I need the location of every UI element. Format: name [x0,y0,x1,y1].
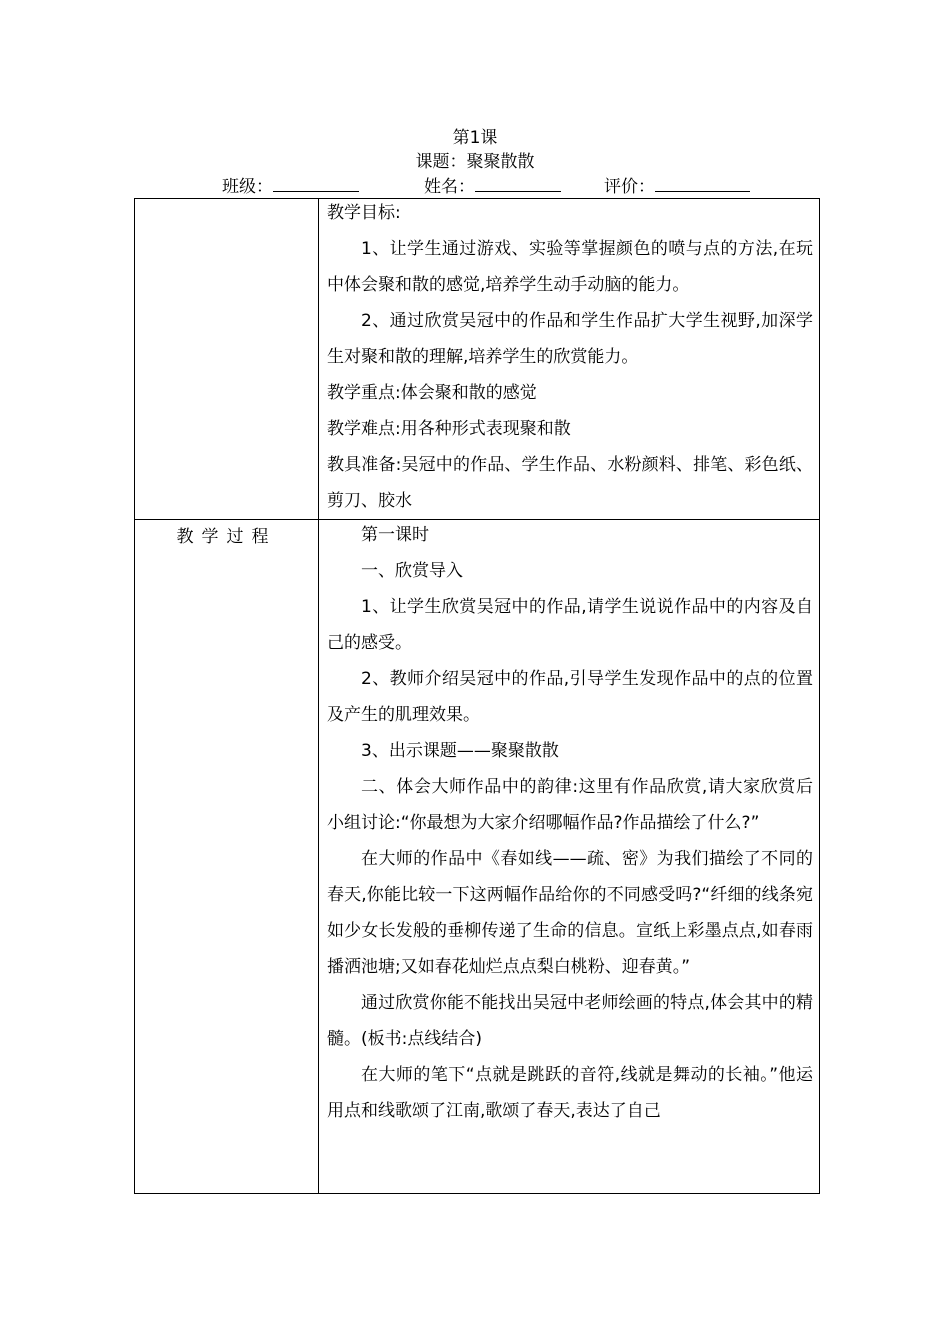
process-paragraph: 二、体会大师作品中的韵律:这里有作品欣赏,请大家欣赏后小组讨论:“你最想为大家介绍哪幅作品?作品描绘了什么?” [327,777,813,833]
name-blank-line [475,173,561,192]
process-paragraph: 1、让学生欣赏吴冠中的作品,请学生说说作品中的内容及自己的感受。 [327,597,813,653]
process-paragraph: 在大师的笔下“点就是跳跃的音符,线就是舞动的长袖。”他运用点和线歌颂了江南,歌颂了春天,表达了自己 [327,1065,813,1121]
name-label: 姓名： [424,177,475,197]
grade-blank-line [655,173,750,192]
process-paragraph: 通过欣赏你能不能找出吴冠中老师绘画的特点,体会其中的精髓。(板书:点线结合) [327,993,813,1049]
objectives-cell [327,195,813,519]
process-paragraph: 2、教师介绍吴冠中的作品,引导学生发现作品中的点的位置及产生的肌理效果。 [327,669,813,725]
objective-paragraph: 教学重点:体会聚和散的感觉 [327,383,537,403]
objective-paragraph: 1、让学生通过游戏、实验等掌握颜色的喷与点的方法,在玩中体会聚和散的感觉,培养学生动手动脑的能力。 [327,239,813,295]
objective-paragraph: 教学难点:用各种形式表现聚和散 [327,419,571,439]
teaching-process-label: 教学过程 [176,527,277,547]
class-blank-line [273,173,359,192]
class-label: 班级： [222,177,273,197]
lesson-plan-table [134,198,820,1194]
process-paragraph: 一、欣赏导入 [361,561,463,581]
process-paragraph: 在大师的作品中《春如线——疏、密》为我们描绘了不同的春天,你能比较一下这两幅作品给你的不同感受吗?“纤细的线条宛如少女长发般的垂柳传递了生命的信息。宣纸上彩墨点点,如春雨播洒池塘;又如春花灿烂点点梨白桃粉、迎春黄。” [327,849,813,977]
column-divider [318,199,319,1193]
objective-paragraph: 教具准备:吴冠中的作品、学生作品、水粉颜料、排笔、彩色纸、剪刀、胶水 [327,455,813,511]
lesson-topic: 课题：聚聚散散 [415,152,535,172]
objective-paragraph: 2、通过欣赏吴冠中的作品和学生作品扩大学生视野,加深学生对聚和散的理解,培养学生的欣赏能力。 [327,311,813,367]
process-paragraph: 3、出示课题——聚聚散散 [361,741,559,761]
lesson-number: 第1课 [452,128,498,148]
objective-paragraph: 教学目标: [327,203,401,223]
grade-label: 评价： [604,177,655,197]
process-cell [327,517,813,1129]
process-paragraph: 第一课时 [361,525,429,545]
